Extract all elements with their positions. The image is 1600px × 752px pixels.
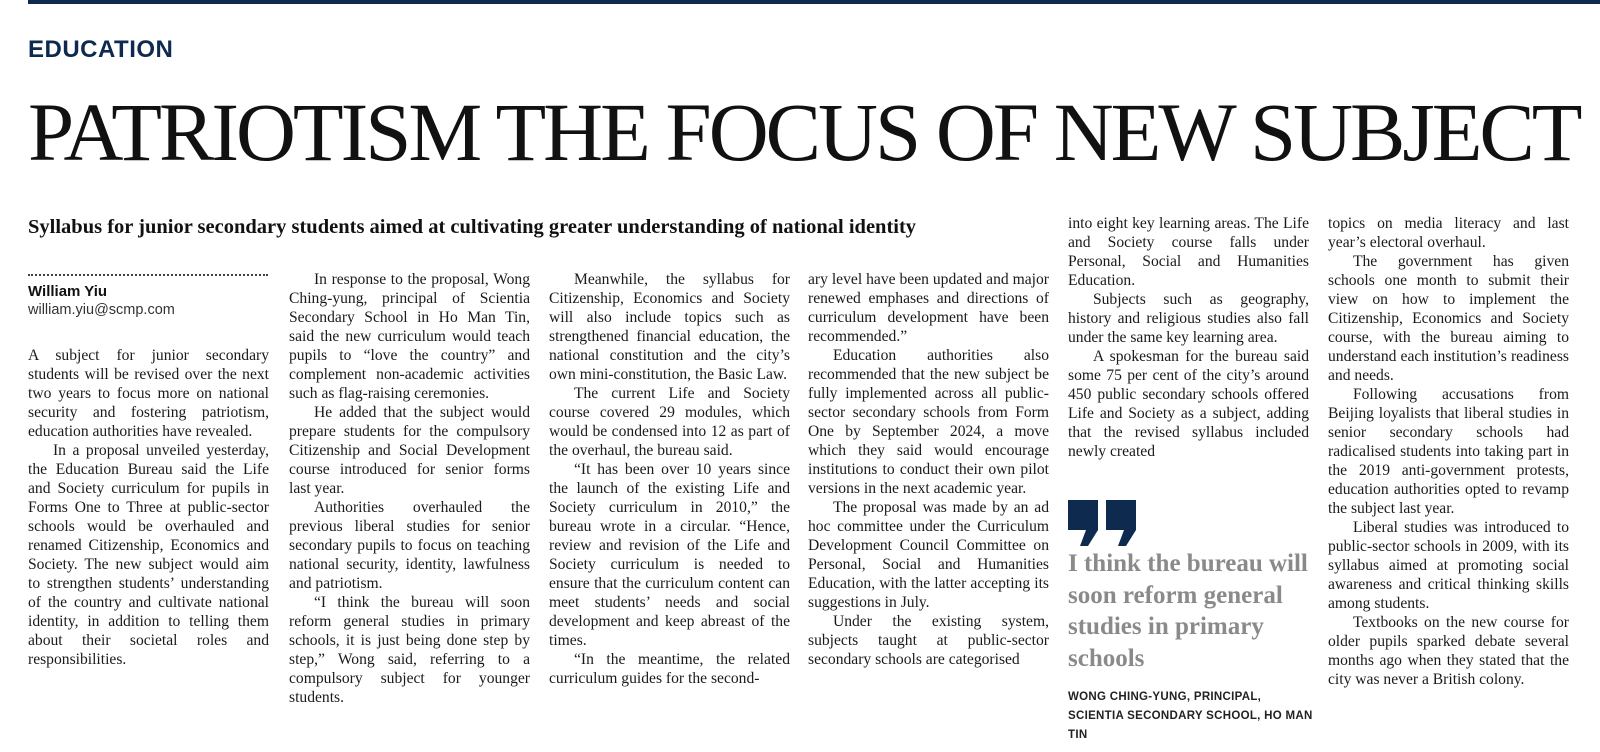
paragraph: Following accusations from Beijing loyalists that liberal studies in senior secondary schools had radicalised students into taking part in the 2019 anti-government protests, education authorities opted to revamp the subject last year. xyxy=(1328,386,1569,517)
paragraph: “I think the bureau will soon reform general studies in primary schools, it is just being done step by step,” Wong said, referring to a compulsory subject for younger students. xyxy=(289,594,530,706)
quote-mark-icon xyxy=(1068,500,1138,548)
paragraph: The current Life and Society course covered 29 modules, which would be condensed into 12 as part of the overhaul, the bureau said. xyxy=(549,385,790,459)
byline-email[interactable]: william.yiu@scmp.com xyxy=(28,302,175,318)
paragraph: Meanwhile, the syllabus for Citizenship, Economics and Society will also include topics such as strengthened financial education, the national constitution and the city’s own mini-constitution, the Basic Law. xyxy=(549,271,790,383)
paragraph: The government has given schools one month to submit their view on how to implement the Citizenship, Economics and Society course, with the bureau aiming to understand each institution’s readiness and needs. xyxy=(1328,253,1569,384)
paragraph: Education authorities also recommended that the new subject be fully implemented across all public-sector secondary schools from Form One by September 2024, a move which they said would encourage institutions to conduct their own pilot versions in the next academic year. xyxy=(808,347,1049,497)
paragraph: Under the existing system, subjects taught at public-sector secondary schools are categorised xyxy=(808,613,1049,668)
article-column-3 xyxy=(549,270,790,688)
paragraph: Authorities overhauled the previous liberal studies for senior secondary pupils to focus on teaching national security, identity, lawfulness and patriotism. xyxy=(289,499,530,592)
paragraph: Subjects such as geography, history and religious studies also fall under the same key learning area. xyxy=(1068,291,1309,346)
paragraph: A subject for junior secondary students will be revised over the next two years to focus more on national security and fostering patriotism, education authorities have revealed. xyxy=(28,347,269,440)
paragraph: into eight key learning areas. The Life and Society course falls under Personal, Social and Humanities Education. xyxy=(1068,215,1309,289)
article-column-2 xyxy=(289,270,530,707)
byline-author: William Yiu xyxy=(28,283,108,300)
paragraph: “In the meantime, the related curriculum guides for the second- xyxy=(549,651,790,687)
paragraph: ary level have been updated and major renewed emphases and directions of curriculum development have been recommended.” xyxy=(808,271,1049,345)
paragraph: topics on media literacy and last year’s electoral overhaul. xyxy=(1328,215,1569,251)
paragraph: “It has been over 10 years since the launch of the existing Life and Society curriculum in 2010,” the bureau wrote in a circular. “Hence, review and revision of the Life and Society curriculum is needed to ensure that the curriculum content can meet students’ needs and social development and keep abreast of the times. xyxy=(549,461,790,649)
article-column-5 xyxy=(1068,214,1309,461)
article-column-6 xyxy=(1328,214,1569,689)
paragraph: Textbooks on the new course for older pupils sparked debate several months ago when they stated that the city was never a British colony. xyxy=(1328,614,1569,688)
paragraph: In response to the proposal, Wong Ching-yung, principal of Scientia Secondary School in Ho Man Tin, said the new curriculum would teach pupils to “love the country” and complement non-academic activities such as flag-raising ceremonies. xyxy=(289,271,530,402)
paragraph: In a proposal unveiled yesterday, the Education Bureau said the Life and Society curriculum for pupils in Forms One to Three at public-sector schools would be overhauled and renamed Citizenship, Economics and Society. The new subject would aim to strengthen students’ understanding of the country and cultivate national identity, in addition to telling them about their societal roles and responsibilities. xyxy=(28,442,269,668)
paragraph: The proposal was made by an ad hoc committee under the Curriculum Development Council Committee on Personal, Social and Humanities Education, with the latter accepting its suggestions in July. xyxy=(808,499,1049,611)
article-column-4 xyxy=(808,270,1049,669)
paragraph: He added that the subject would prepare students for the compulsory Citizenship and Social Development course introduced for senior forms last year. xyxy=(289,404,530,497)
headline: PATRIOTISM THE FOCUS OF NEW SUBJECT xyxy=(28,86,1580,178)
pull-quote: I think the bureau will soon reform general studies in primary schools xyxy=(1068,550,1308,672)
top-rule xyxy=(28,0,1600,4)
pull-quote-attribution: WONG CHING-YUNG, PRINCIPAL, SCIENTIA SECONDARY SCHOOL, HO MAN TIN xyxy=(1068,691,1313,741)
paragraph: A spokesman for the bureau said some 75 per cent of the city’s around 450 public secondary schools offered Life and Society as a subject, adding that the revised syllabus included newly created xyxy=(1068,348,1309,460)
subheadline: Syllabus for junior secondary students aimed at cultivating greater understanding of national identity xyxy=(28,216,917,238)
byline-divider xyxy=(28,274,268,276)
paragraph: Liberal studies was introduced to public-sector schools in 2009, with its syllabus aimed at promoting social awareness and critical thinking skills among students. xyxy=(1328,519,1569,612)
section-label: EDUCATION xyxy=(28,36,174,63)
article-column-1 xyxy=(28,346,269,669)
